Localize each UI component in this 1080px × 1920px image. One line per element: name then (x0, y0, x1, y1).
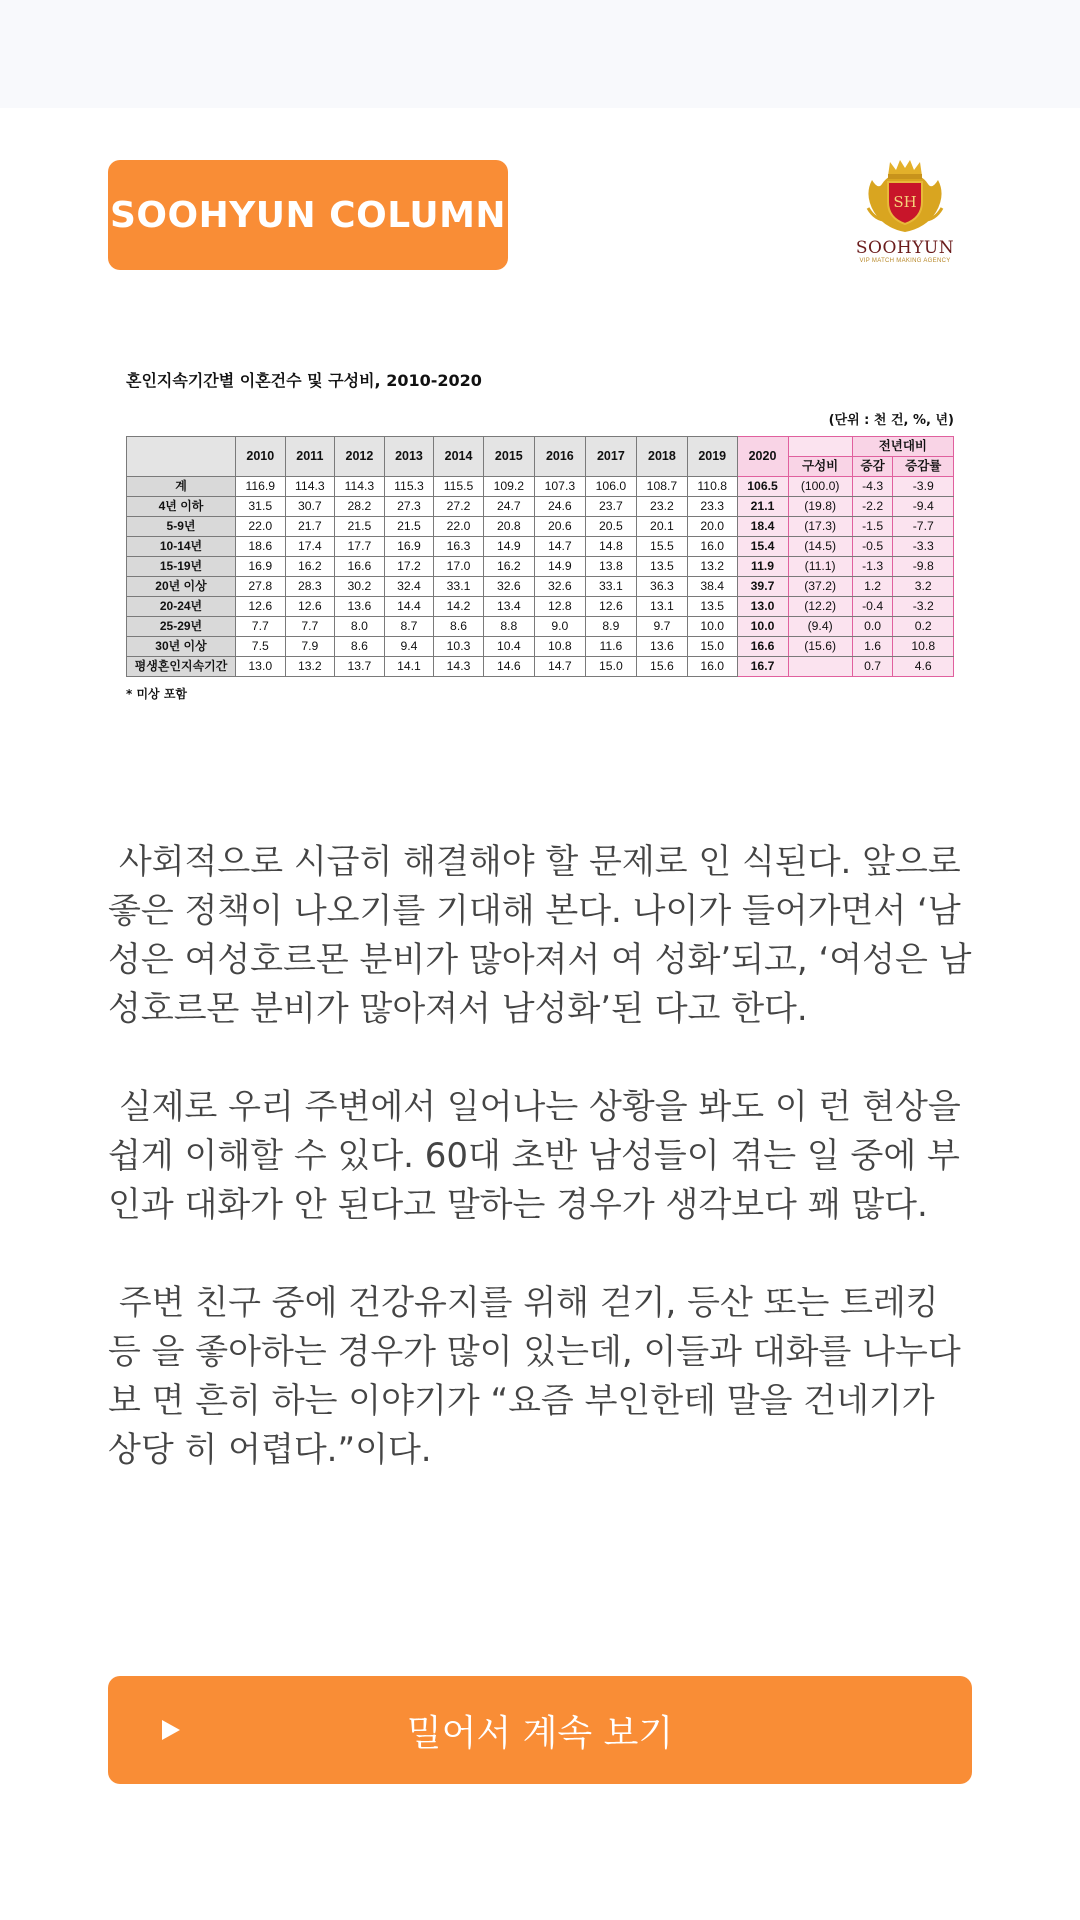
table-cell: -9.4 (893, 497, 954, 517)
table-cell: 28.2 (335, 497, 385, 517)
table-cell: -3.3 (893, 537, 954, 557)
table-cell: 16.7 (737, 657, 788, 677)
table-row (127, 497, 954, 517)
table-cell: 15.0 (585, 657, 636, 677)
column-badge-label: SOOHYUN COLUMN (109, 194, 507, 236)
table-row (127, 637, 954, 657)
group-header: 전년대비 (852, 437, 953, 457)
table-cell: 16.6 (335, 557, 385, 577)
table-cell: 32.6 (483, 577, 534, 597)
brand-logo (850, 150, 960, 280)
article-body (108, 838, 972, 1524)
table-cell: 20.8 (483, 517, 534, 537)
table-cell: 39.7 (737, 577, 788, 597)
table-cell: 4.6 (893, 657, 954, 677)
table-cell: 13.2 (285, 657, 335, 677)
year-header: 2012 (335, 437, 385, 477)
row-label: 10-14년 (127, 537, 236, 557)
table-cell: 8.8 (483, 617, 534, 637)
table-cell: 33.1 (585, 577, 636, 597)
table-cell: 28.3 (285, 577, 335, 597)
table-cell: (100.0) (788, 477, 852, 497)
table-cell: 13.8 (585, 557, 636, 577)
table-cell: 13.5 (636, 557, 687, 577)
row-label: 20-24년 (127, 597, 236, 617)
table-note: * 미상 포함 (126, 687, 187, 701)
table-cell: 27.8 (236, 577, 286, 597)
table-cell: 8.9 (585, 617, 636, 637)
table-cell: 3.2 (893, 577, 954, 597)
table-cell: 114.3 (285, 477, 335, 497)
table-cell: 10.8 (534, 637, 585, 657)
table-cell: 14.4 (384, 597, 434, 617)
table-cell: 7.9 (285, 637, 335, 657)
table-cell: 17.7 (335, 537, 385, 557)
row-label: 4년 이하 (127, 497, 236, 517)
table-cell: 11.9 (737, 557, 788, 577)
crest-icon (862, 150, 948, 236)
table-cell: 12.6 (285, 597, 335, 617)
table-cell: (37.2) (788, 577, 852, 597)
table-cell: 12.6 (236, 597, 286, 617)
table-cell: 20.6 (534, 517, 585, 537)
table-cell: 9.4 (384, 637, 434, 657)
table-cell: 106.5 (737, 477, 788, 497)
table-cell: 7.7 (236, 617, 286, 637)
table-cell: -3.2 (893, 597, 954, 617)
table-cell: 15.6 (636, 657, 687, 677)
year-header: 2010 (236, 437, 286, 477)
table-cell: 9.0 (534, 617, 585, 637)
table-cell: 13.0 (737, 597, 788, 617)
table-cell: 23.3 (687, 497, 737, 517)
continue-reading-label: 밀어서 계속 보기 (406, 1712, 674, 1754)
table-cell: -1.5 (852, 517, 893, 537)
table-cell: 27.3 (384, 497, 434, 517)
table-cell: (9.4) (788, 617, 852, 637)
table-cell: 16.9 (236, 557, 286, 577)
table-cell: -1.3 (852, 557, 893, 577)
table-cell: 21.5 (335, 517, 385, 537)
year-header: 2018 (636, 437, 687, 477)
table-cell: 31.5 (236, 497, 286, 517)
table-cell: 108.7 (636, 477, 687, 497)
table-cell: 14.2 (434, 597, 484, 617)
table-cell: 8.6 (335, 637, 385, 657)
year-header: 2013 (384, 437, 434, 477)
table-header-row (127, 437, 954, 457)
table-row (127, 577, 954, 597)
table-cell: 18.4 (737, 517, 788, 537)
table-cell: 14.9 (534, 557, 585, 577)
crest-monogram: SH (893, 193, 917, 211)
table-cell: -0.4 (852, 597, 893, 617)
year-header: 2011 (285, 437, 335, 477)
table-cell: 9.7 (636, 617, 687, 637)
subheader: 증감 (852, 457, 893, 477)
table-cell: 14.7 (534, 537, 585, 557)
table-cell: 13.5 (687, 597, 737, 617)
table-cell: 27.2 (434, 497, 484, 517)
table-cell: 14.7 (534, 657, 585, 677)
corner-cell (127, 437, 236, 477)
table-cell: 21.7 (285, 517, 335, 537)
table-cell: 21.1 (737, 497, 788, 517)
table-cell: 24.7 (483, 497, 534, 517)
year-header: 2017 (585, 437, 636, 477)
table-cell: 13.4 (483, 597, 534, 617)
table-cell: 17.4 (285, 537, 335, 557)
table-cell: 13.6 (335, 597, 385, 617)
table-cell: 30.7 (285, 497, 335, 517)
table-cell: (12.2) (788, 597, 852, 617)
table-row (127, 557, 954, 577)
table-title: 혼인지속기간별 이혼건수 및 구성비, 2010-2020 (126, 371, 482, 390)
table-cell: -4.3 (852, 477, 893, 497)
row-label: 30년 이상 (127, 637, 236, 657)
table-cell: 15.0 (687, 637, 737, 657)
table-cell: 16.0 (687, 657, 737, 677)
table-cell: 0.7 (852, 657, 893, 677)
table-cell: 16.6 (737, 637, 788, 657)
table-cell: (17.3) (788, 517, 852, 537)
table-cell: 13.2 (687, 557, 737, 577)
table-cell: 116.9 (236, 477, 286, 497)
table-cell: -7.7 (893, 517, 954, 537)
top-band (0, 0, 1080, 108)
table-cell: 20.1 (636, 517, 687, 537)
year-header: 2014 (434, 437, 484, 477)
table-cell: 0.2 (893, 617, 954, 637)
table-row (127, 597, 954, 617)
table-cell: 32.6 (534, 577, 585, 597)
table-cell: 21.5 (384, 517, 434, 537)
row-label: 15-19년 (127, 557, 236, 577)
table-cell: 16.3 (434, 537, 484, 557)
table-cell: 38.4 (687, 577, 737, 597)
table-cell: 20.5 (585, 517, 636, 537)
table-cell: -0.5 (852, 537, 893, 557)
table-cell: 13.6 (636, 637, 687, 657)
table-cell: 10.0 (737, 617, 788, 637)
table-cell: 7.7 (285, 617, 335, 637)
table-cell: 16.0 (687, 537, 737, 557)
table-cell: 16.9 (384, 537, 434, 557)
table-cell: 15.4 (737, 537, 788, 557)
table-cell: 0.0 (852, 617, 893, 637)
table-cell: 22.0 (434, 517, 484, 537)
table-unit: (단위 : 천 건, %, 년) (828, 413, 954, 428)
article-paragraph: 사회적으로 시급히 해결해야 할 문제로 인 식된다. 앞으로 좋은 정책이 나오기를 기대해 본다. 나이가 들어가면서 ‘남성은 여성호르몬 분비가 많아져서 여 성화’되고, ‘여성은 남성호르몬 분비가 많아져서 남성화’된 다고 한다. (108, 842, 972, 1029)
brand-name: SOOHYUN (855, 238, 955, 258)
table-cell: 114.3 (335, 477, 385, 497)
table-row (127, 477, 954, 497)
table-cell: 8.6 (434, 617, 484, 637)
table-cell: 30.2 (335, 577, 385, 597)
table-row (127, 517, 954, 537)
subheader: 구성비 (788, 457, 852, 477)
table-cell: 8.0 (335, 617, 385, 637)
table-cell: 23.7 (585, 497, 636, 517)
table-cell: 13.1 (636, 597, 687, 617)
table-cell: 7.5 (236, 637, 286, 657)
row-label: 20년 이상 (127, 577, 236, 597)
row-label: 계 (127, 477, 236, 497)
table-cell: 14.9 (483, 537, 534, 557)
brand-tagline: VIP MATCH MAKING AGENCY (859, 258, 951, 264)
table-cell: 10.8 (893, 637, 954, 657)
play-icon (154, 1714, 186, 1746)
row-label: 5-9년 (127, 517, 236, 537)
year-header-2020: 2020 (737, 437, 788, 477)
divorce-stats-figure (126, 368, 954, 702)
table-cell: 33.1 (434, 577, 484, 597)
table-cell: 13.0 (236, 657, 286, 677)
subheader: 증감률 (893, 457, 954, 477)
table-row (127, 657, 954, 677)
table-cell: (11.1) (788, 557, 852, 577)
table-cell: 15.5 (636, 537, 687, 557)
table-cell: (15.6) (788, 637, 852, 657)
table-cell: -9.8 (893, 557, 954, 577)
table-cell (788, 657, 852, 677)
table-cell: 8.7 (384, 617, 434, 637)
table-row (127, 617, 954, 637)
column-badge (108, 160, 508, 270)
table-cell: 18.6 (236, 537, 286, 557)
year-header: 2016 (534, 437, 585, 477)
article-paragraph: 주변 친구 중에 건강유지를 위해 걷기, 등산 또는 트레킹 등 을 좋아하는 경우가 많이 있는데, 이들과 대화를 나누다 보 면 흔히 하는 이야기가 “요즘 부인한테 말을 건네기가 상당 히 어렵다.”이다. (108, 1283, 972, 1470)
continue-reading-button[interactable] (108, 1676, 972, 1784)
table-cell: 32.4 (384, 577, 434, 597)
table-cell: 14.6 (483, 657, 534, 677)
table-row (127, 537, 954, 557)
table-cell: 11.6 (585, 637, 636, 657)
row-label: 평생혼인지속기간 (127, 657, 236, 677)
table-cell: -3.9 (893, 477, 954, 497)
table-cell: 20.0 (687, 517, 737, 537)
table-cell: 14.8 (585, 537, 636, 557)
table-cell: 1.2 (852, 577, 893, 597)
table-cell: 16.2 (285, 557, 335, 577)
table-cell: 10.3 (434, 637, 484, 657)
table-cell: 13.7 (335, 657, 385, 677)
article-paragraph: 실제로 우리 주변에서 일어나는 상황을 봐도 이 런 현상을 쉽게 이해할 수 있다. 60대 초반 남성들이 겪는 일 중에 부인과 대화가 안 된다고 말하는 경우가 생각보다 꽤 많다. (108, 1087, 972, 1225)
year-header: 2019 (687, 437, 737, 477)
row-label: 25-29년 (127, 617, 236, 637)
divorce-stats-table (126, 436, 954, 677)
table-cell: (14.5) (788, 537, 852, 557)
table-cell: 16.2 (483, 557, 534, 577)
table-cell: 36.3 (636, 577, 687, 597)
table-cell: 110.8 (687, 477, 737, 497)
table-cell: 115.3 (384, 477, 434, 497)
table-cell: 12.6 (585, 597, 636, 617)
year-header: 2015 (483, 437, 534, 477)
table-cell: 10.0 (687, 617, 737, 637)
table-cell: 10.4 (483, 637, 534, 657)
table-cell: 17.2 (384, 557, 434, 577)
table-cell: 12.8 (534, 597, 585, 617)
table-cell: 1.6 (852, 637, 893, 657)
table-cell: (19.8) (788, 497, 852, 517)
table-cell: 22.0 (236, 517, 286, 537)
table-cell: 24.6 (534, 497, 585, 517)
table-cell: 14.3 (434, 657, 484, 677)
table-cell: 106.0 (585, 477, 636, 497)
table-cell: 115.5 (434, 477, 484, 497)
table-cell: 109.2 (483, 477, 534, 497)
table-cell: 107.3 (534, 477, 585, 497)
table-cell: 23.2 (636, 497, 687, 517)
table-cell: -2.2 (852, 497, 893, 517)
table-cell: 14.1 (384, 657, 434, 677)
table-cell: 17.0 (434, 557, 484, 577)
